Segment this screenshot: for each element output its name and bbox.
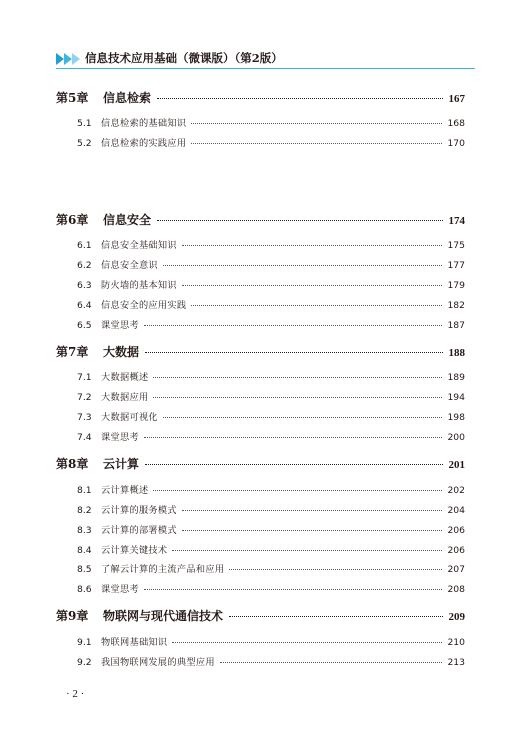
header-rule (56, 68, 475, 69)
section-title: 课堂思考 (101, 584, 139, 595)
header-arrows-icon (56, 53, 82, 65)
dot-leader (182, 285, 443, 286)
toc-section-9-1[interactable] (77, 634, 465, 649)
chapter-page: 188 (448, 347, 465, 359)
toc-section-7-1[interactable] (77, 369, 465, 384)
section-page: 179 (447, 280, 465, 291)
section-number: 8.4 (77, 545, 92, 556)
dot-leader (182, 530, 443, 531)
section-number: 6.2 (77, 260, 92, 271)
section-title: 信息检索的实践应用 (101, 138, 187, 149)
section-title: 我国物联网发展的典型应用 (101, 657, 215, 668)
section-title: 云计算的服务模式 (101, 505, 177, 516)
section-title: 大数据概述 (101, 372, 149, 383)
section-number: 8.1 (77, 485, 92, 496)
dot-leader (157, 220, 442, 221)
section-page: 200 (447, 432, 465, 443)
toc-section-8-5[interactable] (77, 561, 465, 576)
section-page: 210 (447, 637, 465, 648)
chapter-number: 第7章 (56, 345, 89, 359)
chapter-title: 大数据 (103, 345, 140, 359)
chapter-number: 第5章 (56, 91, 89, 105)
section-page: 168 (447, 118, 465, 129)
section-title: 云计算概述 (101, 485, 149, 496)
toc-section-6-5[interactable] (77, 317, 465, 332)
chapter-title: 信息安全 (103, 213, 152, 227)
section-page: 206 (447, 545, 465, 556)
section-title: 物联网基础知识 (101, 637, 168, 648)
section-number: 8.3 (77, 525, 92, 536)
dot-leader (182, 510, 443, 511)
section-number: 9.1 (77, 637, 92, 648)
section-number: 8.6 (77, 584, 92, 595)
section-number: 7.1 (77, 372, 92, 383)
section-page: 194 (447, 392, 465, 403)
toc-section-5-2[interactable] (77, 135, 465, 150)
section-page: 208 (447, 584, 465, 595)
section-title: 大数据可视化 (101, 412, 158, 423)
section-number: 6.5 (77, 320, 92, 331)
section-title: 云计算关键技术 (101, 545, 168, 556)
dot-leader (182, 245, 443, 246)
running-header (56, 49, 475, 69)
section-title: 课堂思考 (101, 320, 139, 331)
dot-leader (172, 642, 442, 643)
dot-leader (145, 464, 442, 465)
toc-section-8-6[interactable] (77, 581, 465, 596)
chapter-page: 201 (448, 459, 465, 471)
toc-section-6-2[interactable] (77, 257, 465, 272)
section-number: 9.2 (77, 657, 92, 668)
toc-chapter-7[interactable] (56, 343, 465, 361)
section-page: 189 (447, 372, 465, 383)
section-page: 202 (447, 485, 465, 496)
section-page: 204 (447, 505, 465, 516)
chapter-title: 信息检索 (103, 91, 152, 105)
toc-section-8-4[interactable] (77, 542, 465, 557)
dot-leader (191, 143, 442, 144)
section-number: 5.1 (77, 118, 92, 129)
section-number: 8.2 (77, 505, 92, 516)
section-number: 6.1 (77, 240, 92, 251)
chapter-number: 第9章 (56, 609, 89, 623)
section-page: 182 (447, 300, 465, 311)
dot-leader (163, 265, 443, 266)
chapter-number: 第6章 (56, 213, 89, 227)
toc-section-6-1[interactable] (77, 237, 465, 252)
dot-leader (153, 490, 442, 491)
section-number: 7.3 (77, 412, 92, 423)
toc-chapter-9[interactable] (56, 607, 465, 625)
chapter-title: 物联网与现代通信技术 (103, 609, 224, 623)
dot-leader (145, 352, 442, 353)
section-number: 5.2 (77, 138, 92, 149)
dot-leader (153, 377, 442, 378)
toc-section-8-3[interactable] (77, 522, 465, 537)
section-title: 课堂思考 (101, 432, 139, 443)
chapter-number: 第8章 (56, 457, 89, 471)
section-number: 8.5 (77, 564, 92, 575)
toc-section-9-2[interactable] (77, 654, 465, 669)
section-number: 6.3 (77, 280, 92, 291)
dot-leader (153, 397, 442, 398)
toc-section-7-2[interactable] (77, 389, 465, 404)
dot-leader (229, 616, 442, 617)
toc-chapter-6[interactable] (56, 211, 465, 229)
toc-section-5-1[interactable] (77, 115, 465, 130)
section-number: 6.4 (77, 300, 92, 311)
dot-leader (144, 325, 443, 326)
section-page: 170 (447, 138, 465, 149)
section-page: 213 (447, 657, 465, 668)
dot-leader (191, 123, 442, 124)
toc-chapter-5[interactable] (56, 89, 465, 107)
toc-section-7-3[interactable] (77, 409, 465, 424)
section-page: 175 (447, 240, 465, 251)
toc-section-7-4[interactable] (77, 429, 465, 444)
section-title: 了解云计算的主流产品和应用 (101, 564, 225, 575)
section-page: 198 (447, 412, 465, 423)
section-title: 大数据应用 (101, 392, 149, 403)
section-page: 187 (447, 320, 465, 331)
chapter-page: 167 (448, 93, 465, 105)
toc-section-6-4[interactable] (77, 297, 465, 312)
section-title: 防火墙的基本知识 (101, 280, 177, 291)
chapter-page: 174 (448, 215, 465, 227)
dot-leader (144, 589, 443, 590)
section-number: 7.2 (77, 392, 92, 403)
toc-section-6-3[interactable] (77, 277, 465, 292)
section-page: 177 (447, 260, 465, 271)
section-title: 信息检索的基础知识 (101, 118, 187, 129)
toc-chapter-8[interactable] (56, 455, 465, 473)
dot-leader (144, 437, 443, 438)
toc-section-8-2[interactable] (77, 502, 465, 517)
section-number: 7.4 (77, 432, 92, 443)
section-title: 云计算的部署模式 (101, 525, 177, 536)
section-title: 信息安全的应用实践 (101, 300, 187, 311)
page-number: · 2 · (66, 688, 85, 700)
chapter-page: 209 (448, 611, 465, 623)
section-title: 信息安全意识 (101, 260, 158, 271)
toc-section-8-1[interactable] (77, 482, 465, 497)
book-title: 信息技术应用基础（微课版）（第2版） (85, 51, 283, 65)
dot-leader (191, 305, 442, 306)
dot-leader (229, 569, 442, 570)
dot-leader (157, 98, 442, 99)
dot-leader (172, 550, 442, 551)
dot-leader (220, 662, 443, 663)
section-title: 信息安全基础知识 (101, 240, 177, 251)
chapter-title: 云计算 (103, 457, 140, 471)
dot-leader (163, 417, 443, 418)
section-page: 206 (447, 525, 465, 536)
section-page: 207 (447, 564, 465, 575)
